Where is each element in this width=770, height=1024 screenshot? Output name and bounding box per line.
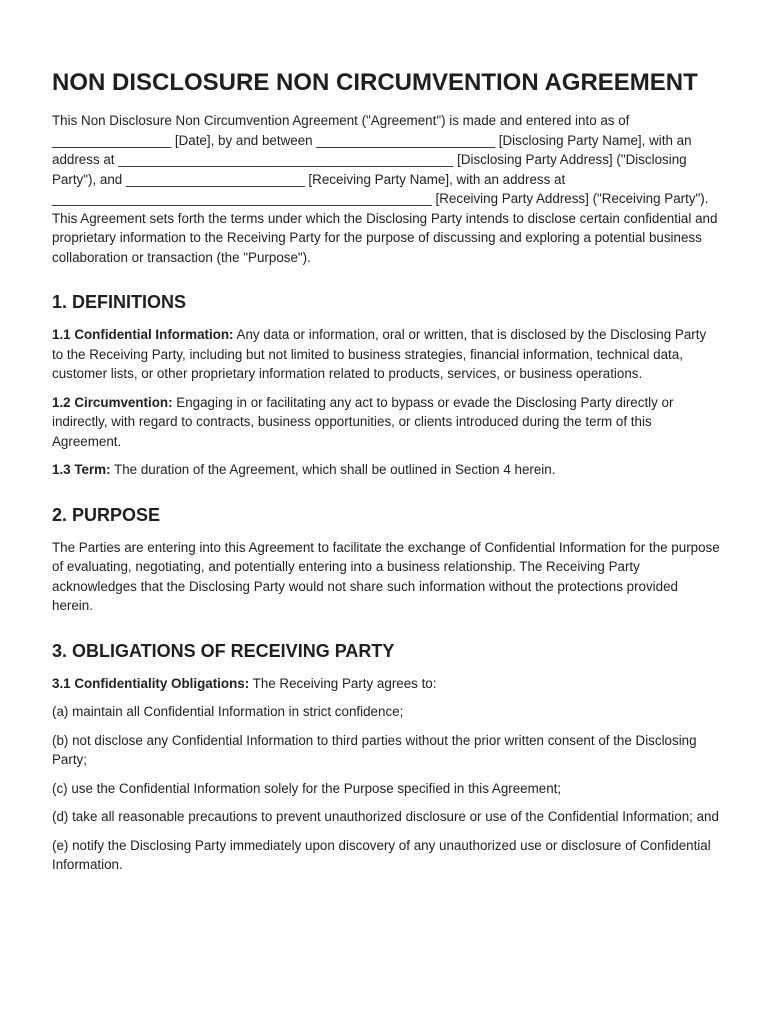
obligation-item: (a) maintain all Confidential Information in strict confidence; [52, 704, 404, 719]
definition-text: Any data or information, oral or written, that is disclosed by the Disclosing Party to the Receiving Party, including but not limited to business strategies, financial information, technical data, customer lists, or other proprietary information related to products, services, or business operations. [52, 327, 707, 381]
definition-label: 1.2 Circumvention: [52, 394, 173, 410]
document-title: NON DISCLOSURE NON CIRCUMVENTION AGREEMENT [52, 69, 698, 96]
obligation-item: (b) not disclose any Confidential Information to third parties without the prior written consent of the Disclosing Party; [52, 732, 697, 767]
definition-text: The duration of the Agreement, which shall be outlined in Section 4 herein. [110, 462, 556, 477]
intro-paragraph: This Non Disclosure Non Circumvention Agreement ("Agreement") is made and entered into as of ________________ [Date], by and between ________________________ [Disclosing Party Name], with an address at _____________________________________________ [Disclosing Party Address] ("Disclosing Party"), and ________________________ [Receiving Party Name], with an address at ___________________________________________________ [Receiving Party Address] ("Receiving Party"). This Agreement sets forth the terms under which the Disclosing Party intends to disclose certain confidential and proprietary information to the Receiving Party for the purpose of discussing and exploring a potential business collaboration or transaction (the "Purpose"). [52, 113, 718, 265]
obligation-item: (e) notify the Disclosing Party immediately upon discovery of any unauthorized use or disclosure of Confidential Information. [52, 837, 711, 872]
obligations-label: 3.1 Confidentiality Obligations: [52, 675, 250, 691]
definition-item [52, 393, 720, 452]
purpose-heading: 2. PURPOSE [52, 504, 161, 525]
definitions-heading: 1. DEFINITIONS [52, 292, 187, 312]
obligations-heading: 3. OBLIGATIONS OF RECEIVING PARTY [52, 640, 395, 661]
obligation-item: (d) take all reasonable precautions to prevent unauthorized disclosure or use of the Confidential Information; and [52, 809, 719, 824]
definition-label: 1.3 Term: [52, 462, 111, 477]
definition-item [52, 460, 720, 480]
document-page [52, 66, 720, 884]
obligation-item: (c) use the Confidential Information solely for the Purpose specified in this Agreement; [52, 780, 562, 796]
purpose-paragraph: The Parties are entering into this Agreement to facilitate the exchange of Confidential Information for the purpose of evaluating, negotiating, and potentially entering into a business relationship. The Receiving Party acknowledges that the Disclosing Party would not share such information without the protections provided herein. [52, 539, 720, 613]
obligations-intro-text: The Receiving Party agrees to: [249, 675, 437, 691]
definition-item [52, 325, 720, 384]
obligations-subheading [52, 674, 720, 694]
definition-text: Engaging in or facilitating any act to bypass or evade the Disclosing Party directly or indirectly, with regard to contracts, business opportunities, or clients introduced during the term of this Agreement. [52, 394, 674, 449]
definition-label: 1.1 Confidential Information: [52, 327, 234, 342]
